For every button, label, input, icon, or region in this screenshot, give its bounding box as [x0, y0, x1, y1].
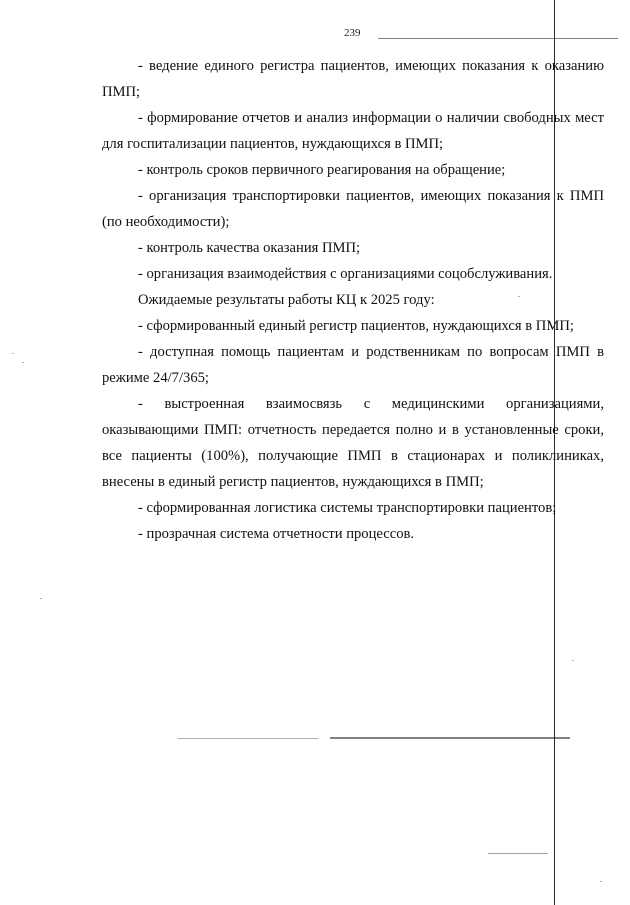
paragraph-logistics-result: - сформированная логистика системы транспортировки пациентов;	[138, 500, 557, 516]
scan-speck	[572, 660, 574, 661]
paragraph-social-services: - организация взаимодействия с организациями соцобслуживания.	[138, 266, 553, 282]
body-text	[102, 53, 604, 547]
scan-artifact-bottom-mark	[488, 853, 548, 854]
page-number: 239	[344, 27, 361, 39]
scan-speck	[40, 598, 42, 599]
paragraph-interaction-result: - выстроенная взаимосвязь с медицинскими организациями, оказывающими ПМП: отчетность передается полно и в установленные сроки, все пациенты (100%), получающие ПМП в стационарах и поликлиниках, внесены в единый регистр пациентов, нуждающихся в ПМП;	[102, 396, 604, 490]
scan-artifact-top-rule	[378, 38, 618, 39]
paragraph-availability-result: - доступная помощь пациентам и родственникам по вопросам ПМП в режиме 24/7/365;	[102, 344, 604, 386]
paragraph-reporting-result: - прозрачная система отчетности процессов.	[138, 526, 415, 542]
paragraph-quality-control: - контроль качества оказания ПМП;	[138, 240, 361, 256]
scan-speck	[22, 362, 24, 363]
scan-artifact-lower-rule	[330, 737, 570, 739]
paragraph-registry: - ведение единого регистра пациентов, имеющих показания к оказанию ПМП;	[102, 58, 604, 100]
scan-speck	[12, 353, 14, 354]
paragraph-transport: - организация транспортировки пациентов, имеющих показания к ПМП (по необходимости);	[102, 188, 604, 230]
paragraph-expected-results-heading: Ожидаемые результаты работы КЦ к 2025 году:	[138, 292, 435, 308]
scan-speck	[518, 296, 520, 297]
paragraph-reports: - формирование отчетов и анализ информации о наличии свободных мест для госпитализации пациентов, нуждающихся в ПМП;	[102, 110, 604, 152]
paragraph-registry-result: - сформированный единый регистр пациентов, нуждающихся в ПМП;	[138, 318, 574, 334]
scan-artifact-lower-rule-short	[178, 738, 318, 739]
paragraph-response-control: - контроль сроков первичного реагирования на обращение;	[138, 162, 506, 178]
scan-speck	[600, 881, 602, 882]
